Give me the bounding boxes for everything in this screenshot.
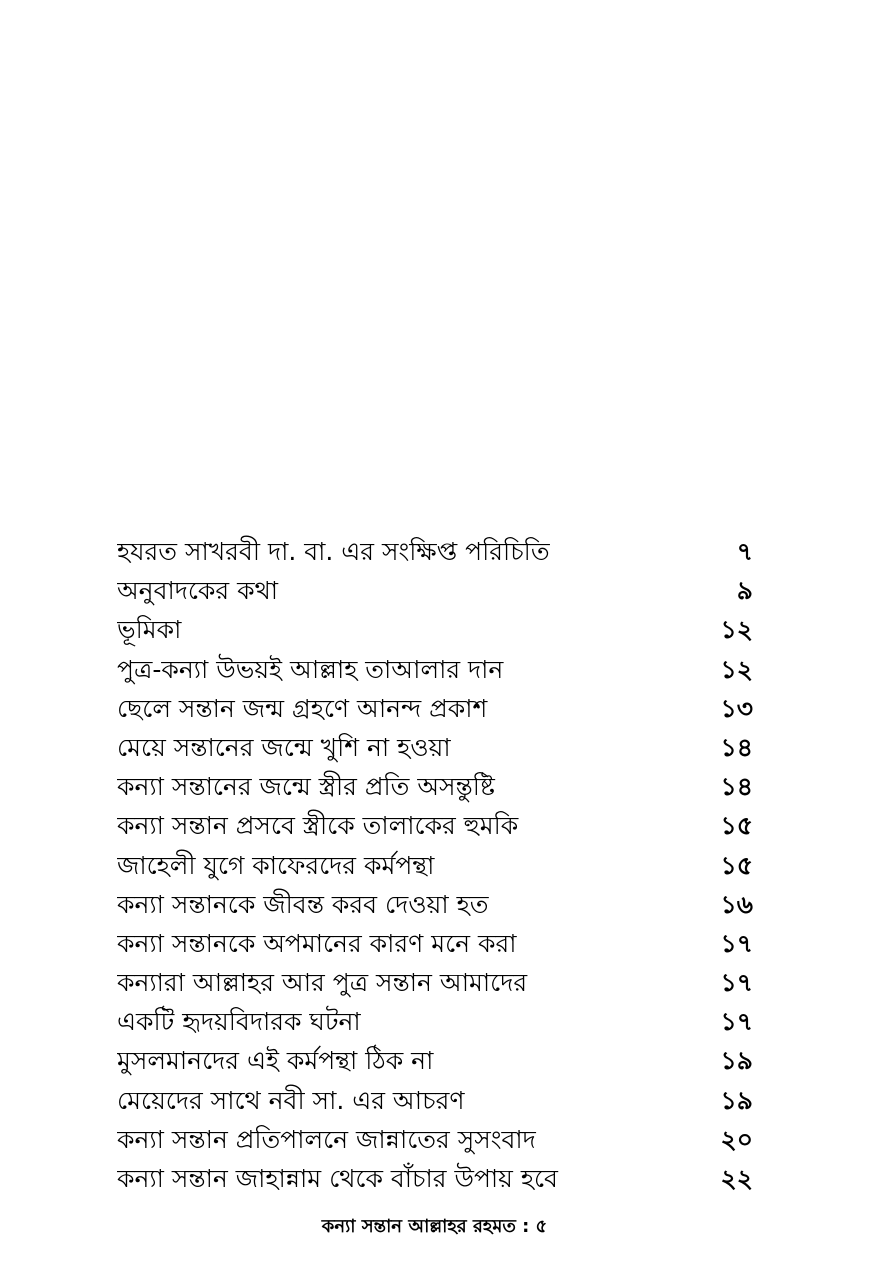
toc-entry [117,610,753,649]
toc-entry-page: ১৫ [720,811,753,841]
toc-entry-page: ১৭ [720,928,753,958]
toc-entry-page: ৯ [736,576,753,606]
toc-entry [117,532,753,571]
toc-entry [117,1041,753,1080]
toc-entry [117,728,753,767]
toc-entry [117,1002,753,1041]
toc-entry-title: কন্যা সন্তান প্রসবে স্ত্রীকে তালাকের হুমকি [117,811,519,841]
toc-entry-page: ১৬ [720,889,753,919]
toc-entry-title: কন্যা সন্তান জাহান্নাম থেকে বাঁচার উপায় হবে [117,1164,558,1193]
toc-entry-page: ১৯ [720,1046,753,1076]
toc-entry-title: মুসলমানদের এই কর্মপন্থা ঠিক না [117,1046,434,1076]
toc-entry-title: ভূমিকা [117,615,182,645]
toc-entry-title: একটি হৃদয়বিদারক ঘটনা [117,1007,361,1037]
toc-entry-page: ১৪ [720,772,753,802]
toc-entry [117,650,753,689]
toc-entry-title: কন্যা সন্তানের জন্মে স্ত্রীর প্রতি অসন্তুষ্টি [117,772,495,802]
page-footer-running-title: কন্যা সন্তান আল্লাহর রহমত : ৫ [321,1216,548,1237]
toc-entry-page: ১৫ [720,850,753,880]
toc-entry [117,806,753,845]
toc-entry [117,1081,753,1120]
table-of-contents [117,532,753,1198]
toc-entry-title: হযরত সাখরবী দা. বা. এর সংক্ষিপ্ত পরিচিতি [117,537,550,566]
toc-entry-page: ২০ [720,1124,753,1154]
toc-entry-title: মেয়েদের সাথে নবী সা. এর আচরণ [117,1085,465,1115]
toc-entry [117,571,753,610]
toc-entry-title: অনুবাদকের কথা [117,576,279,606]
toc-entry-page: ১২ [720,615,753,645]
toc-entry-title: কন্যা সন্তানকে অপমানের কারণ মনে করা [117,928,517,958]
toc-entry-title: কন্যারা আল্লাহর আর পুত্র সন্তান আমাদের [117,968,528,998]
toc-entry-page: ১৯ [720,1085,753,1115]
toc-entry-title: পুত্র-কন্যা উভয়ই আল্লাহ তাআলার দান [117,654,504,684]
toc-entry-page: ১৭ [720,968,753,998]
toc-entry [117,767,753,806]
toc-entry-page: ১২ [720,654,753,684]
toc-entry [117,1120,753,1159]
toc-entry-page: ১৭ [720,1007,753,1037]
toc-entry [117,846,753,885]
toc-entry [117,924,753,963]
toc-entry [117,963,753,1002]
toc-entry-title: কন্যা সন্তান প্রতিপালনে জান্নাতের সুসংবাদ [117,1124,536,1154]
toc-entry-page: ১৩ [720,693,753,723]
toc-entry-title: ছেলে সন্তান জন্ম গ্রহণে আনন্দ প্রকাশ [117,693,488,723]
toc-entry-title: জাহেলী যুগে কাফেরদের কর্মপন্থা [117,850,435,880]
toc-entry [117,689,753,728]
toc-entry [117,1159,753,1198]
toc-entry [117,885,753,924]
toc-entry-page: ৭ [736,537,753,566]
toc-entry-page: ২২ [720,1164,753,1193]
toc-entry-title: মেয়ে সন্তানের জন্মে খুশি না হওয়া [117,732,451,762]
toc-entry-page: ১৪ [720,732,753,762]
toc-entry-title: কন্যা সন্তানকে জীবন্ত করব দেওয়া হত [117,889,489,919]
